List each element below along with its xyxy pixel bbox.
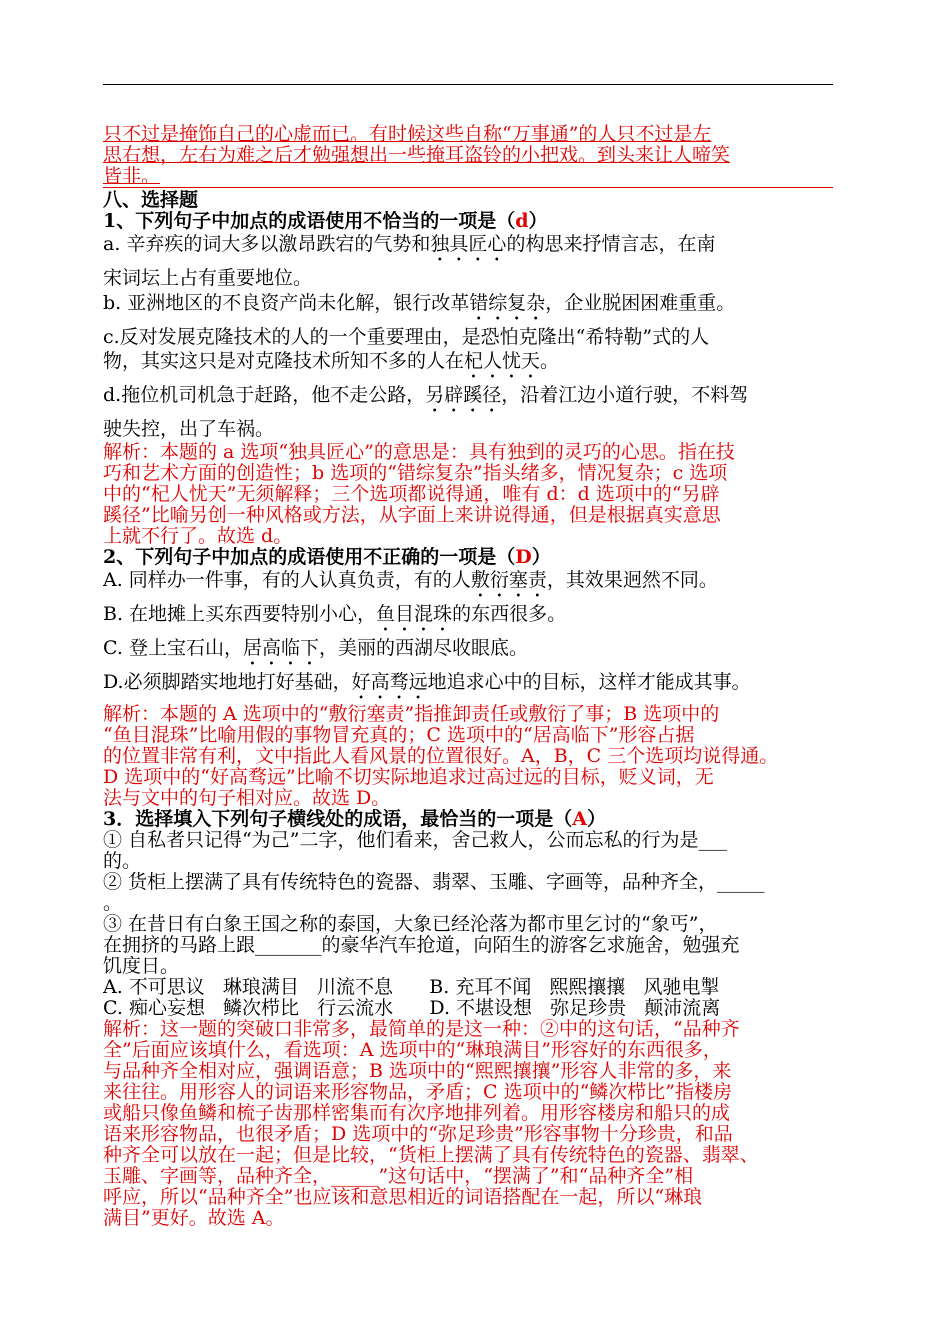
q1-answer: d — [515, 211, 529, 232]
question-1-stem — [103, 211, 833, 232]
q3-analysis-line: 来往往。用形容人的词语来形容物品，矛盾；C 选项中的“鳞次栉比”指楼房 — [103, 1081, 733, 1103]
q1-option-c-cont — [103, 349, 833, 383]
q2-a-idiom: 敷衍塞责 — [470, 568, 547, 591]
section-title: 八、选择题 — [103, 190, 199, 211]
q2-c-idiom: 居高临下 — [242, 636, 319, 659]
q1-b-post: ，企业脱困困难重重。 — [545, 291, 736, 314]
q2-analysis-line: D 选项中的“好高骛远”比喻不切实际地追求过高过远的目标，贬义词，无 — [103, 766, 714, 788]
q3-sentence-line: ② 货柜上摆满了具有传统特色的瓷器、翡翠、玉雕、字画等，品种齐全，_____ — [103, 871, 765, 893]
q3-sentence-line: 饥度日。 — [103, 955, 180, 977]
q1-d-idiom: 另辟蹊径 — [425, 384, 502, 406]
q1-option-a — [103, 232, 833, 266]
q2-c-post: ，美丽的西湖尽收眼底。 — [318, 636, 528, 659]
q2-c-pre: C. 登上宝石山， — [103, 636, 243, 659]
q1-option-a-cont: 宋词坛上占有重要地位。 — [103, 267, 313, 289]
q3-sentence-line: ③ 在昔日有白象王国之称的泰国，大象已经沦落为都市里乞讨的“象丐”， — [103, 913, 718, 935]
intro-line: 只不过是掩饰自己的心虚而已。有时候这些自称“万事通”的人只不过是左 — [103, 124, 712, 145]
q2-a-pre: A. 同样办一件事，有的人认真负责，有的人 — [103, 568, 471, 591]
q2-a-post: ，其效果迥然不同。 — [546, 568, 718, 591]
intro-line: 思右想，左右为难之后才勉强想出一些掩耳盗铃的小把戏。到头来让人啼笑 — [103, 145, 731, 166]
q3-sentence-line: ① 自私者只记得“为己”二字，他们看来，舍己救人，公而忘私的行为是___ — [103, 829, 727, 851]
q2-stem-end: ） — [531, 546, 551, 568]
q1-c-idiom: 杞人忧天 — [464, 350, 541, 372]
q1-option-d — [103, 383, 833, 417]
q1-a-pre: a. 辛弃疾的词大多以激昂跌宕的气势和 — [103, 233, 431, 255]
q1-c-post: 。 — [540, 350, 560, 372]
q1-analysis-line: 解析：本题的 a 选项“独具匠心”的意思是：具有独到的灵巧的心思。指在技 — [103, 441, 735, 463]
q1-a-idiom: 独具匠心 — [430, 233, 507, 255]
q3-stem-end: ） — [586, 808, 606, 830]
document-body — [103, 124, 833, 1229]
q1-analysis-line: 巧和艺术方面的创造性；b 选项的“错综复杂”指头绪多，情况复杂；c 选项 — [103, 462, 728, 484]
question-2-stem — [103, 547, 833, 568]
q2-b-post: 的东西很多。 — [452, 602, 567, 625]
q3-analysis-line: 或船只像鱼鳞和梳子齿那样密集而有次序地排列着。用形容楼房和船只的成 — [103, 1102, 731, 1124]
q1-stem-end: ） — [528, 211, 548, 232]
q2-b-idiom: 鱼目混珠 — [376, 602, 453, 625]
q3-analysis-line: 解析：这一题的突破口非常多，最简单的是这一种：②中的这句话，“品种齐 — [103, 1018, 740, 1040]
q3-analysis-line: 全”后面应该填什么，看选项：A 选项中的“琳琅满目”形容好的东西很多， — [103, 1039, 722, 1061]
q1-option-d-cont: 驶失控，出了车祸。 — [103, 418, 275, 440]
question-3-stem — [103, 809, 833, 830]
q2-d-post: 地追求心中的目标，这样才能成其事。 — [427, 670, 751, 693]
q1-a-post: 的构思来抒情言志，在南 — [506, 233, 716, 255]
q2-option-a — [103, 568, 833, 602]
q3-sentence-line: 。 — [103, 892, 123, 914]
q3-analysis-line: 种齐全可以放在一起；但是比较，“货柜上摆满了具有传统特色的瓷器、翡翠、 — [103, 1144, 759, 1166]
q1-b-idiom: 错综复杂 — [469, 291, 546, 314]
q2-analysis-line: 法与文中的句子相对应。故选 D。 — [103, 787, 391, 809]
red-divider — [103, 187, 833, 188]
q1-analysis-line: 上就不行了。故选 d。 — [103, 525, 293, 547]
q2-d-idiom: 好高骛远 — [351, 670, 428, 693]
q3-options-line: C. 痴心妄想 鳞次栉比 行云流水 D. 不堪设想 弥足珍贵 颠沛流离 — [103, 997, 721, 1019]
q3-analysis-line: 语来形容物品，也很矛盾；D 选项中的“弥足珍贵”形容事物十分珍贵，和品 — [103, 1123, 733, 1145]
q2-b-pre: B. 在地摊上买东西要特别小心， — [103, 602, 377, 625]
q2-analysis-line: 解析：本题的 A 选项中的“敷衍塞责”指推卸责任或敷衍了事；B 选项中的 — [103, 703, 720, 725]
q3-analysis-line: 呼应，所以“品种齐全”也应该和意思相近的词语搭配在一起，所以“琳琅 — [103, 1186, 703, 1208]
q2-option-d — [103, 670, 833, 704]
q2-option-c — [103, 636, 833, 670]
q1-analysis-line: 蹊径”比喻另创一种风格或方法，从字面上来讲说得通，但是根据真实意思 — [103, 504, 721, 526]
q2-analysis-line: “鱼目混珠”比喻用假的事物冒充真的；C 选项中的“居高临下”形容占据 — [103, 724, 695, 746]
q3-sentence-line: 在拥挤的马路上跟_______的豪华汽车抢道，向陌生的游客乞求施舍，勉强充 — [103, 934, 740, 956]
q1-d-post: ，沿着江边小道行驶，不料驾 — [501, 384, 749, 406]
q3-analysis-line: 与品种齐全相对应，强调语意；B 选项中的“熙熙攘攘”形容人非常的多，来 — [103, 1060, 732, 1082]
q3-answer: A — [572, 808, 587, 830]
q2-stem-text: 2、下列句子中加点的成语使用不正确的一项是（ — [103, 546, 516, 568]
q2-analysis-line: 的位置非常有利，文中指此人看风景的位置很好。A，B，C 三个选项均说得通。 — [103, 745, 779, 767]
q2-option-b — [103, 602, 833, 636]
q3-sentence-line: 的。 — [103, 850, 142, 872]
q2-d-pre: D.必须脚踏实地地打好基础， — [103, 670, 352, 693]
q3-stem-text: 3．选择填入下列句子横线处的成语，最恰当的一项是（ — [103, 808, 573, 830]
intro-line: 皆非。 — [103, 166, 161, 187]
q1-analysis-line: 中的“杞人忧天”无须解释；三个选项都说得通，唯有 d：d 选项中的“另辟 — [103, 483, 720, 505]
header-rule — [103, 84, 833, 85]
q1-d-pre: d.拖位机司机急于赶路，他不走公路， — [103, 384, 426, 406]
q3-options-line: A. 不可思议 琳琅满目 川流不息 B. 充耳不闻 熙熙攘攘 风驰电掣 — [103, 976, 720, 998]
q1-option-b — [103, 291, 833, 325]
q1-c-pre: 物，其实这只是对克隆技术所知不多的人在 — [103, 350, 465, 372]
q1-b-pre: b. 亚洲地区的不良资产尚未化解，银行改革 — [103, 291, 470, 314]
q1-stem-text: 1、下列句子中加点的成语使用不恰当的一项是（ — [103, 211, 516, 232]
q3-analysis-line: 满目”更好。故选 A。 — [103, 1207, 285, 1229]
q3-analysis-line: 玉雕、字画等，品种齐全，_____”这句话中，“摆满了”和“品种齐全”相 — [103, 1165, 694, 1187]
q2-answer: D — [515, 546, 532, 568]
q1-option-c: c.反对发展克隆技术的人的一个重要理由，是恐怕克隆出“希特勒”式的人 — [103, 325, 710, 348]
